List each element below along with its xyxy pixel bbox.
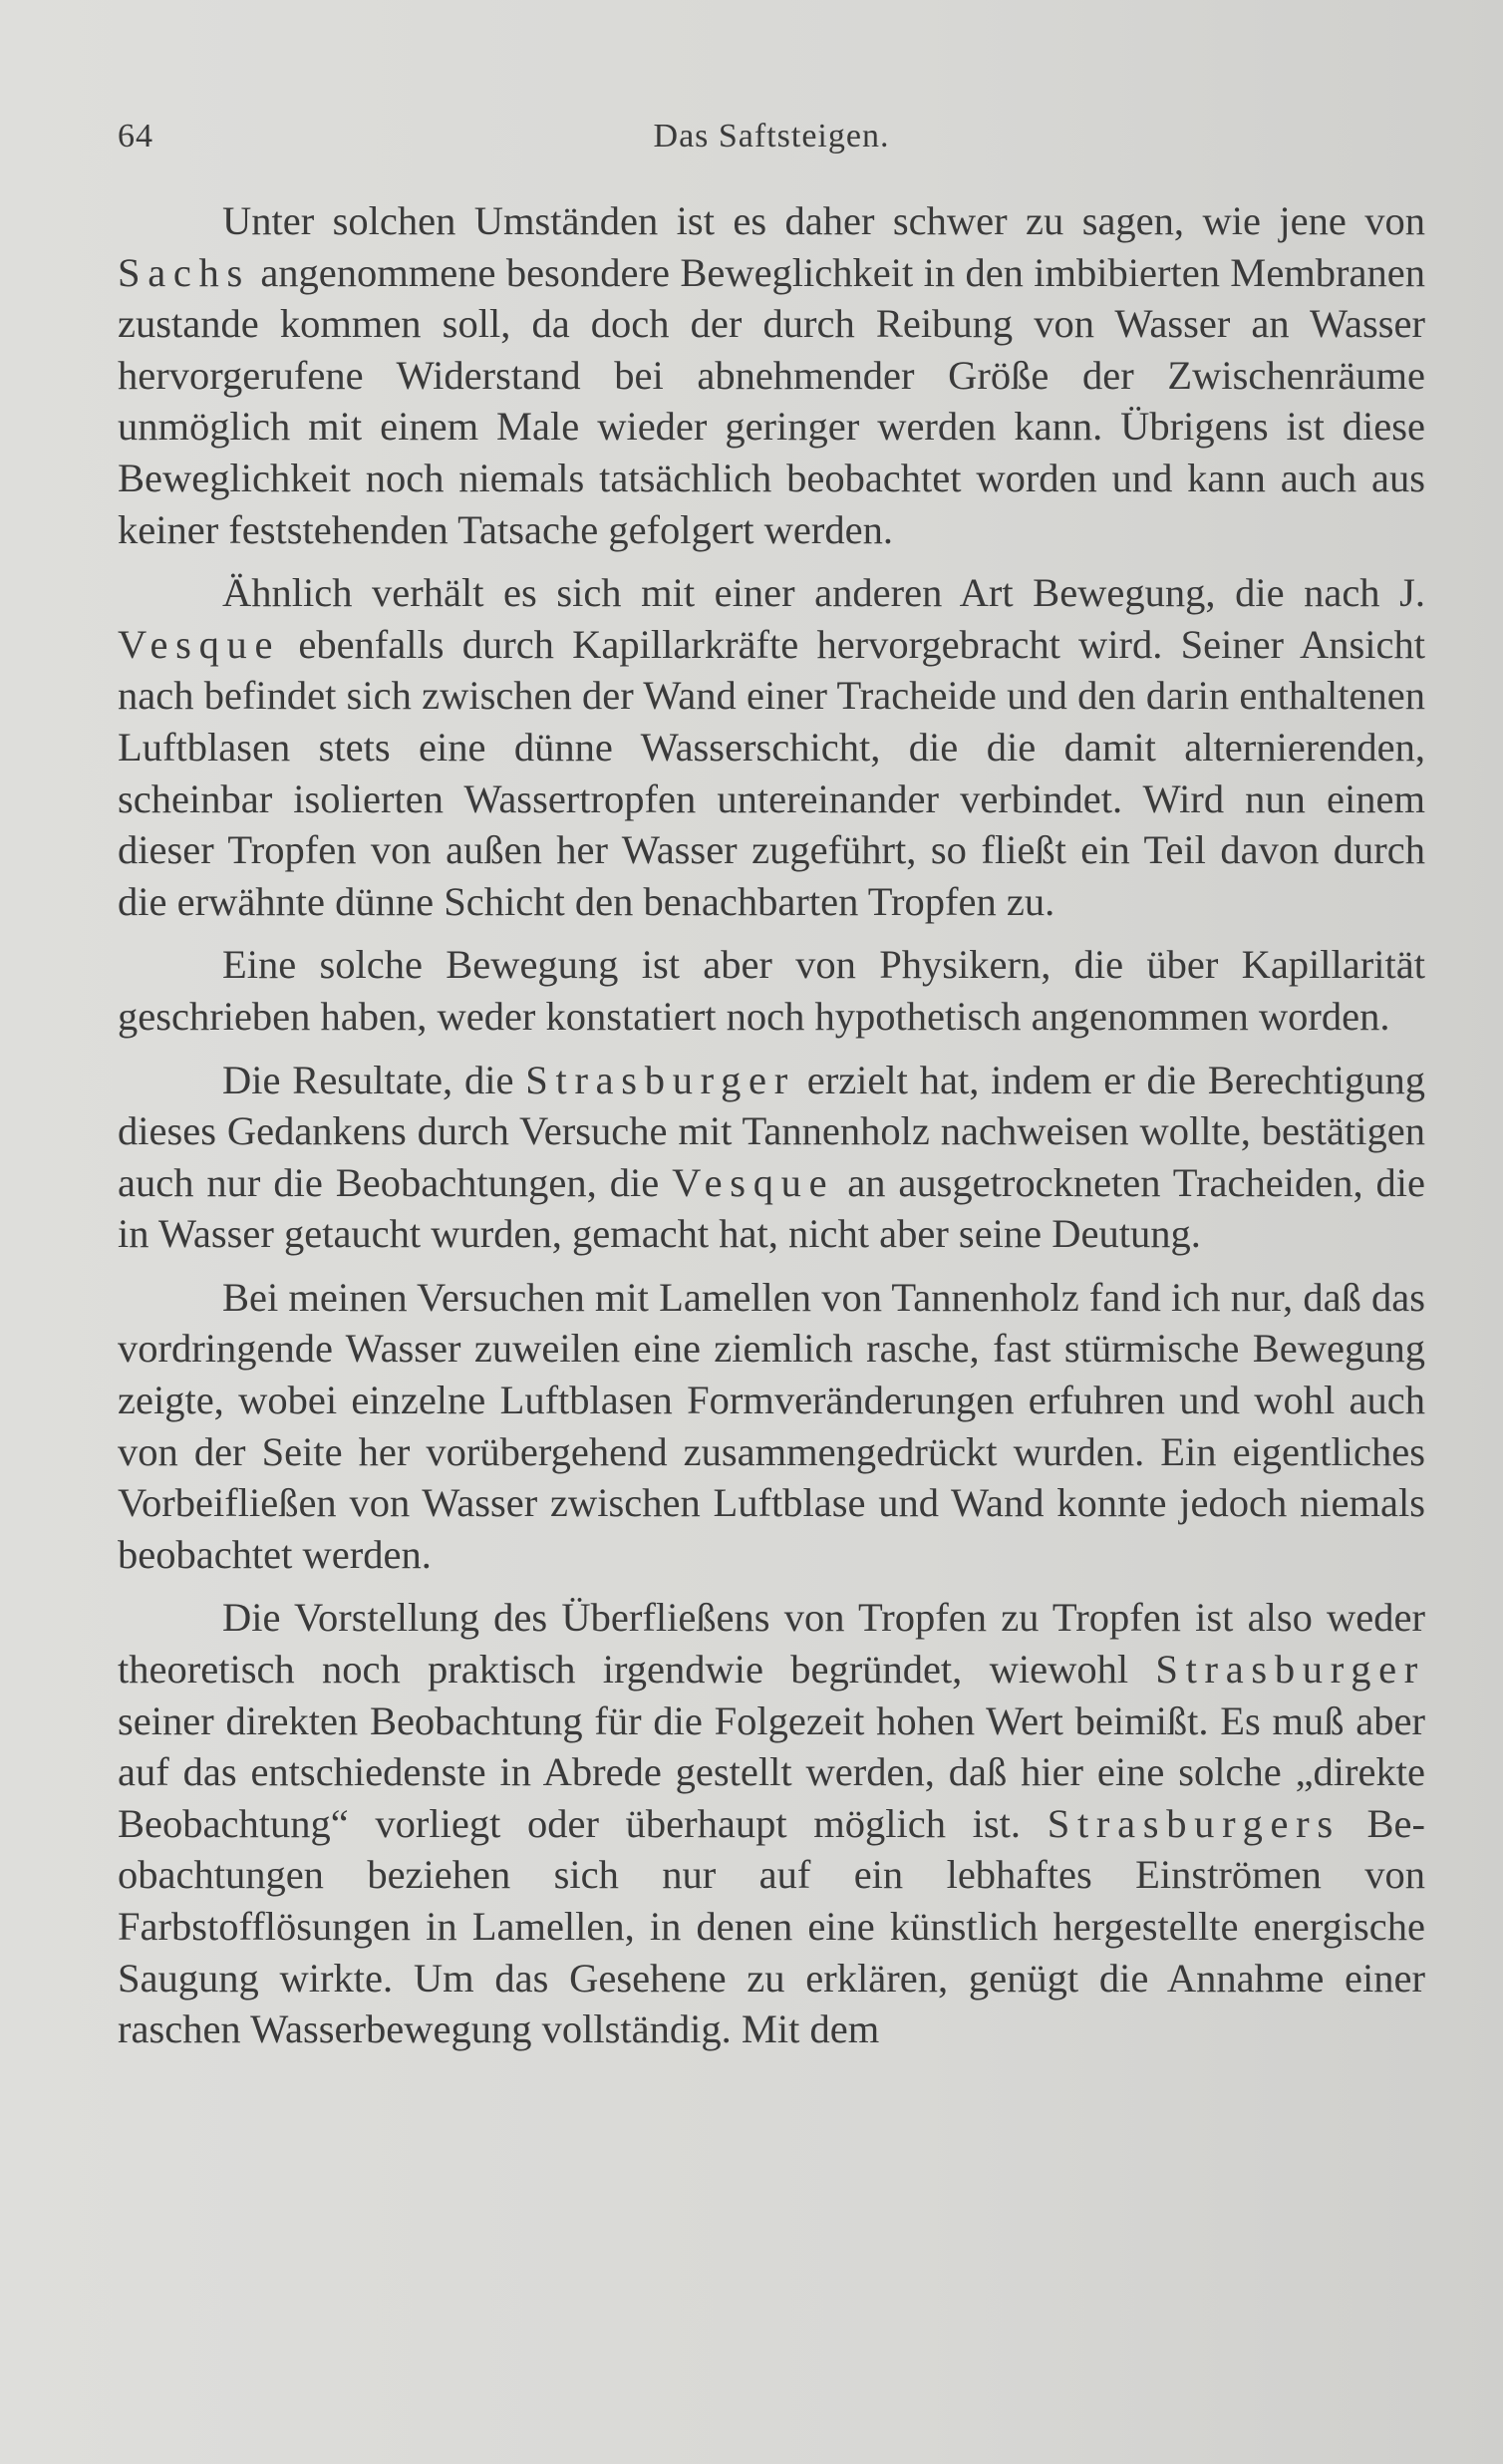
text-run: erzielt hat, indem er die Berechtigung dieses Gedankens durch Versuche mit Tannenholz nachweisen wollte, bestätigen auch nur die Beobachtungen, die [118,1057,1425,1205]
paragraph [118,567,1425,927]
spaced-author-name: Sachs [118,249,250,295]
text-run: ebenfalls durch Kapillarkräfte hervorgebracht wird. Seiner Ansicht nach befindet sich zwischen der Wand einer Tracheide und den darin enthaltenen Luftblasen stets eine dünne Wasserschicht, die die damit alternierenden, scheinbar isolierten Wassertropfen untereinander verbindet. Wird nun einem dieser Tropfen von außen her Wasser zugeführt, so fließt ein Teil davon durch die erwähnte dünne Schicht den benachbarten Tropfen zu. [118,621,1425,924]
spaced-author-name: Strasburger [1155,1647,1425,1693]
paragraph [118,939,1425,1042]
spaced-author-name: Strasburgers [1047,1800,1341,1846]
page-header [118,118,1425,167]
text-run: Ähnlich verhält es sich mit einer anderen Art Bewegung, die nach J. [222,570,1425,616]
text-run: Eine solche Bewegung ist aber von Physikern, die über Kapillarität geschrieben haben, weder konstatiert noch hypothetisch angenommen worden. [118,942,1425,1039]
paragraph [118,1592,1425,2054]
text-run: Die Vorstellung des Überfließens von Tropfen zu Tropfen ist also weder theoretisch noch praktisch irgendwie begründet, wiewohl [118,1595,1425,1693]
page-number: 64 [118,118,153,154]
text-run: Beobachtungen beziehen sich nur auf ein lebhaftes Einströmen von Farbstofflösungen in Lamellen, in denen eine künstlich hergestellte energische Saugung wirkte. Um das Gesehene zu erklären, genügt die Annahme einer raschen Wasserbewegung vollständig. Mit dem [118,1800,1425,2052]
text-run: Die Resultate, die [222,1057,526,1102]
spaced-author-name: Vesque [672,1159,835,1205]
running-title: Das Saftsteigen. [653,118,890,154]
text-run: Bei meinen Versuchen mit Lamellen von Tannenholz fand ich nur, daß das vordringende Wasser zuweilen eine ziemlich rasche, fast stürmische Bewegung zeigte, wobei einzelne Luftblasen Formveränderungen erfuhren und wohl auch von der Seite her vorübergehend zusammengedrückt wurden. Ein eigentliches Vorbeifließen von Wasser zwischen Luftblase und Wand konnte jedoch niemals beobachtet werden. [118,1274,1425,1577]
text-run: Unter solchen Umständen ist es daher schwer zu sagen, wie jene von [222,198,1425,243]
text-run: seiner direkten Beobachtung für die Folgezeit hohen Wert beimißt. Es muß aber auf das entschiedenste in Abrede gestellt werden, daß hier eine solche „direkte Beobachtung“ vorliegt oder überhaupt möglich ist. [118,1697,1425,1846]
paragraph [118,1272,1425,1581]
body-text [118,195,1425,2067]
spaced-author-name: Strasburger [525,1057,795,1102]
paragraph [118,195,1425,555]
spaced-author-name: Vesque [118,621,281,667]
text-run: angenommene besondere Beweglichkeit in den imbibierten Membranen zustande kommen soll, da doch der durch Reibung von Wasser an Wasser hervorgerufene Widerstand bei abnehmender Größe der Zwischenräume unmöglich mit einem Male wieder geringer werden kann. Übrigens ist diese Beweglichkeit noch niemals tatsächlich beobachtet worden und kann auch aus keiner feststehenden Tatsache gefolgert werden. [118,249,1425,552]
text-run: an ausgetrockneten Tracheiden, die in Wasser getaucht wurden, gemacht hat, nicht aber seine Deutung. [118,1159,1425,1257]
paragraph [118,1055,1425,1260]
